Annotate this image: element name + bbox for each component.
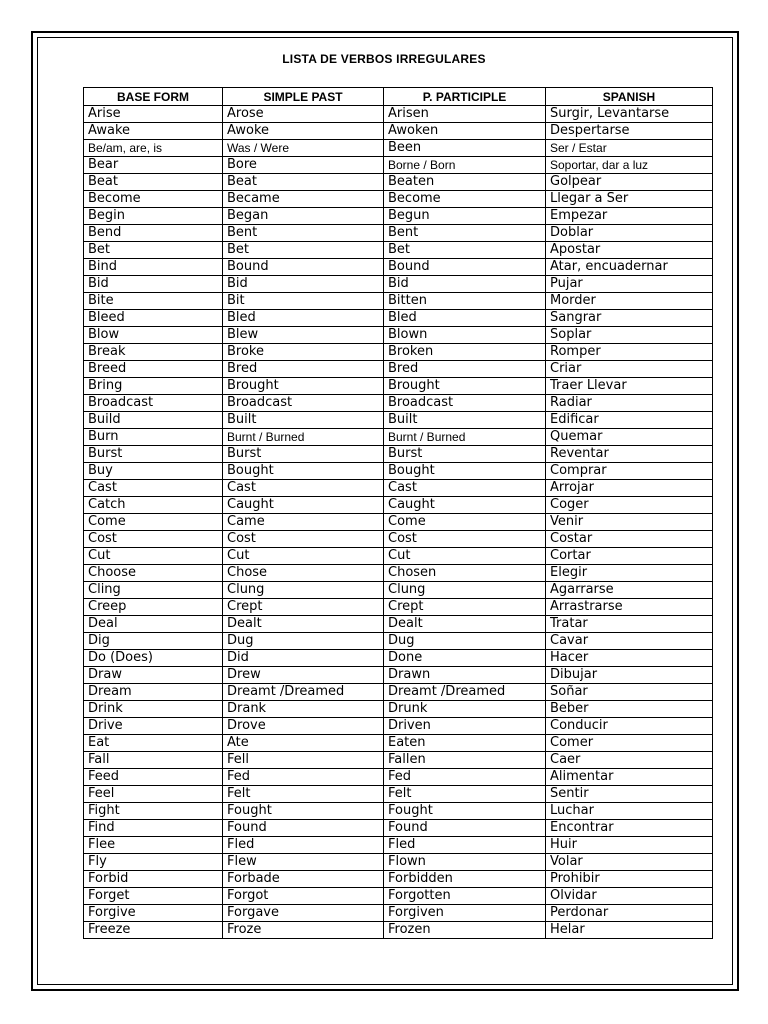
cell-past-participle: Bred <box>384 361 546 378</box>
cell-base-form: Choose <box>84 565 223 582</box>
table-row <box>84 174 713 191</box>
cell-spanish: Comprar <box>546 463 713 480</box>
cell-spanish: Criar <box>546 361 713 378</box>
cell-past-participle: Crept <box>384 599 546 616</box>
cell-past-participle: Forgotten <box>384 888 546 905</box>
cell-spanish: Caer <box>546 752 713 769</box>
cell-simple-past: Fled <box>223 837 384 854</box>
cell-past-participle: Chosen <box>384 565 546 582</box>
cell-base-form: Drink <box>84 701 223 718</box>
cell-base-form: Draw <box>84 667 223 684</box>
cell-simple-past: Broke <box>223 344 384 361</box>
cell-past-participle: Eaten <box>384 735 546 752</box>
cell-past-participle: Cast <box>384 480 546 497</box>
table-row <box>84 803 713 820</box>
cell-past-participle: Bent <box>384 225 546 242</box>
cell-spanish: Agarrarse <box>546 582 713 599</box>
cell-spanish: Prohibir <box>546 871 713 888</box>
cell-spanish: Perdonar <box>546 905 713 922</box>
cell-simple-past: Caught <box>223 497 384 514</box>
cell-past-participle: Become <box>384 191 546 208</box>
cell-past-participle: Caught <box>384 497 546 514</box>
table-row <box>84 327 713 344</box>
table-row <box>84 225 713 242</box>
cell-spanish: Romper <box>546 344 713 361</box>
table-row <box>84 905 713 922</box>
cell-past-participle: Bid <box>384 276 546 293</box>
cell-spanish: Quemar <box>546 429 713 446</box>
cell-spanish: Sentir <box>546 786 713 803</box>
table-row <box>84 191 713 208</box>
cell-spanish: Beber <box>546 701 713 718</box>
cell-spanish: Apostar <box>546 242 713 259</box>
cell-simple-past: Bent <box>223 225 384 242</box>
table-row <box>84 395 713 412</box>
cell-base-form: Cast <box>84 480 223 497</box>
cell-spanish: Encontrar <box>546 820 713 837</box>
cell-simple-past: Burnt / Burned <box>223 429 384 446</box>
cell-simple-past: Bled <box>223 310 384 327</box>
cell-base-form: Dream <box>84 684 223 701</box>
cell-base-form: Forbid <box>84 871 223 888</box>
cell-past-participle: Been <box>384 140 546 157</box>
cell-simple-past: Built <box>223 412 384 429</box>
table-row <box>84 667 713 684</box>
cell-simple-past: Drew <box>223 667 384 684</box>
cell-spanish: Tratar <box>546 616 713 633</box>
table-row <box>84 361 713 378</box>
cell-simple-past: Fell <box>223 752 384 769</box>
cell-spanish: Doblar <box>546 225 713 242</box>
cell-simple-past: Bound <box>223 259 384 276</box>
cell-spanish: Soportar, dar a luz <box>546 157 713 174</box>
cell-spanish: Edificar <box>546 412 713 429</box>
table-row <box>84 514 713 531</box>
document-title: LISTA DE VERBOS IRREGULARES <box>282 52 486 66</box>
cell-past-participle: Begun <box>384 208 546 225</box>
cell-base-form: Fall <box>84 752 223 769</box>
cell-past-participle: Dreamt /Dreamed <box>384 684 546 701</box>
cell-base-form: Bet <box>84 242 223 259</box>
table-row <box>84 531 713 548</box>
table-header-row <box>84 88 713 106</box>
header-simple-past: SIMPLE PAST <box>223 88 384 106</box>
cell-spanish: Despertarse <box>546 123 713 140</box>
cell-base-form: Feed <box>84 769 223 786</box>
cell-past-participle: Broken <box>384 344 546 361</box>
cell-past-participle: Drawn <box>384 667 546 684</box>
cell-past-participle: Beaten <box>384 174 546 191</box>
table-row <box>84 480 713 497</box>
cell-simple-past: Bore <box>223 157 384 174</box>
cell-spanish: Surgir, Levantarse <box>546 106 713 123</box>
table-row <box>84 140 713 157</box>
cell-base-form: Buy <box>84 463 223 480</box>
table-row <box>84 344 713 361</box>
cell-simple-past: Brought <box>223 378 384 395</box>
cell-base-form: Awake <box>84 123 223 140</box>
cell-simple-past: Bit <box>223 293 384 310</box>
cell-simple-past: Bought <box>223 463 384 480</box>
cell-base-form: Freeze <box>84 922 223 939</box>
cell-base-form: Begin <box>84 208 223 225</box>
cell-spanish: Sangrar <box>546 310 713 327</box>
cell-spanish: Arrojar <box>546 480 713 497</box>
cell-simple-past: Drank <box>223 701 384 718</box>
cell-spanish: Atar, encuadernar <box>546 259 713 276</box>
cell-past-participle: Forbidden <box>384 871 546 888</box>
cell-past-participle: Fought <box>384 803 546 820</box>
cell-simple-past: Did <box>223 650 384 667</box>
cell-base-form: Do (Does) <box>84 650 223 667</box>
table-row <box>84 854 713 871</box>
cell-base-form: Burn <box>84 429 223 446</box>
table-row <box>84 701 713 718</box>
cell-past-participle: Bitten <box>384 293 546 310</box>
cell-simple-past: Bred <box>223 361 384 378</box>
table-row <box>84 718 713 735</box>
cell-base-form: Blow <box>84 327 223 344</box>
cell-simple-past: Fed <box>223 769 384 786</box>
cell-base-form: Drive <box>84 718 223 735</box>
cell-past-participle: Fed <box>384 769 546 786</box>
cell-simple-past: Bid <box>223 276 384 293</box>
cell-simple-past: Cut <box>223 548 384 565</box>
cell-spanish: Volar <box>546 854 713 871</box>
cell-simple-past: Came <box>223 514 384 531</box>
cell-past-participle: Bound <box>384 259 546 276</box>
cell-past-participle: Bet <box>384 242 546 259</box>
cell-simple-past: Dreamt /Dreamed <box>223 684 384 701</box>
table-row <box>84 463 713 480</box>
cell-past-participle: Arisen <box>384 106 546 123</box>
cell-spanish: Morder <box>546 293 713 310</box>
cell-base-form: Fly <box>84 854 223 871</box>
cell-spanish: Huir <box>546 837 713 854</box>
cell-simple-past: Found <box>223 820 384 837</box>
cell-base-form: Deal <box>84 616 223 633</box>
cell-past-participle: Flown <box>384 854 546 871</box>
cell-past-participle: Burnt / Burned <box>384 429 546 446</box>
cell-past-participle: Forgiven <box>384 905 546 922</box>
cell-past-participle: Cost <box>384 531 546 548</box>
cell-past-participle: Bled <box>384 310 546 327</box>
table-row <box>84 259 713 276</box>
cell-simple-past: Arose <box>223 106 384 123</box>
table-row <box>84 497 713 514</box>
cell-spanish: Olvidar <box>546 888 713 905</box>
cell-base-form: Cost <box>84 531 223 548</box>
table-body <box>84 106 713 939</box>
cell-simple-past: Cast <box>223 480 384 497</box>
cell-base-form: Fight <box>84 803 223 820</box>
cell-simple-past: Blew <box>223 327 384 344</box>
cell-spanish: Golpear <box>546 174 713 191</box>
cell-spanish: Helar <box>546 922 713 939</box>
cell-base-form: Broadcast <box>84 395 223 412</box>
cell-spanish: Comer <box>546 735 713 752</box>
cell-past-participle: Bought <box>384 463 546 480</box>
cell-base-form: Become <box>84 191 223 208</box>
table-row <box>84 888 713 905</box>
cell-past-participle: Cut <box>384 548 546 565</box>
cell-simple-past: Bet <box>223 242 384 259</box>
table-row <box>84 106 713 123</box>
cell-base-form: Feel <box>84 786 223 803</box>
cell-base-form: Be/am, are, is <box>84 140 223 157</box>
cell-base-form: Forgive <box>84 905 223 922</box>
cell-simple-past: Was / Were <box>223 140 384 157</box>
cell-simple-past: Crept <box>223 599 384 616</box>
cell-past-participle: Found <box>384 820 546 837</box>
cell-spanish: Reventar <box>546 446 713 463</box>
table-row <box>84 412 713 429</box>
cell-past-participle: Dealt <box>384 616 546 633</box>
cell-spanish: Venir <box>546 514 713 531</box>
table-row <box>84 429 713 446</box>
table-row <box>84 208 713 225</box>
table-row <box>84 684 713 701</box>
cell-past-participle: Drunk <box>384 701 546 718</box>
header-base-form: BASE FORM <box>84 88 223 106</box>
cell-past-participle: Driven <box>384 718 546 735</box>
table-row <box>84 123 713 140</box>
cell-simple-past: Began <box>223 208 384 225</box>
cell-past-participle: Come <box>384 514 546 531</box>
cell-past-participle: Blown <box>384 327 546 344</box>
cell-simple-past: Felt <box>223 786 384 803</box>
cell-past-participle: Clung <box>384 582 546 599</box>
table-row <box>84 293 713 310</box>
table-row <box>84 599 713 616</box>
cell-spanish: Coger <box>546 497 713 514</box>
cell-base-form: Bid <box>84 276 223 293</box>
cell-spanish: Conducir <box>546 718 713 735</box>
cell-base-form: Forget <box>84 888 223 905</box>
cell-spanish: Cortar <box>546 548 713 565</box>
cell-base-form: Bite <box>84 293 223 310</box>
cell-spanish: Cavar <box>546 633 713 650</box>
cell-spanish: Empezar <box>546 208 713 225</box>
cell-base-form: Arise <box>84 106 223 123</box>
cell-past-participle: Broadcast <box>384 395 546 412</box>
table-row <box>84 276 713 293</box>
cell-past-participle: Brought <box>384 378 546 395</box>
table-row <box>84 378 713 395</box>
table-row <box>84 242 713 259</box>
cell-simple-past: Chose <box>223 565 384 582</box>
table-row <box>84 837 713 854</box>
cell-simple-past: Clung <box>223 582 384 599</box>
cell-simple-past: Broadcast <box>223 395 384 412</box>
cell-past-participle: Fallen <box>384 752 546 769</box>
cell-past-participle: Done <box>384 650 546 667</box>
cell-spanish: Costar <box>546 531 713 548</box>
table-row <box>84 769 713 786</box>
cell-base-form: Bind <box>84 259 223 276</box>
cell-simple-past: Beat <box>223 174 384 191</box>
cell-spanish: Alimentar <box>546 769 713 786</box>
cell-spanish: Soplar <box>546 327 713 344</box>
cell-past-participle: Frozen <box>384 922 546 939</box>
table-row <box>84 548 713 565</box>
cell-base-form: Creep <box>84 599 223 616</box>
cell-spanish: Dibujar <box>546 667 713 684</box>
table-row <box>84 446 713 463</box>
cell-base-form: Catch <box>84 497 223 514</box>
cell-base-form: Build <box>84 412 223 429</box>
cell-base-form: Come <box>84 514 223 531</box>
cell-base-form: Bear <box>84 157 223 174</box>
cell-spanish: Luchar <box>546 803 713 820</box>
table-row <box>84 922 713 939</box>
table-row <box>84 786 713 803</box>
table-row <box>84 310 713 327</box>
table-row <box>84 157 713 174</box>
cell-past-participle: Borne / Born <box>384 157 546 174</box>
table-row <box>84 752 713 769</box>
cell-spanish: Ser / Estar <box>546 140 713 157</box>
cell-spanish: Radiar <box>546 395 713 412</box>
table-row <box>84 871 713 888</box>
table-row <box>84 582 713 599</box>
cell-spanish: Arrastrarse <box>546 599 713 616</box>
cell-spanish: Traer Llevar <box>546 378 713 395</box>
table-row <box>84 820 713 837</box>
cell-spanish: Elegir <box>546 565 713 582</box>
cell-simple-past: Awoke <box>223 123 384 140</box>
cell-base-form: Flee <box>84 837 223 854</box>
cell-base-form: Find <box>84 820 223 837</box>
table-row <box>84 633 713 650</box>
cell-base-form: Break <box>84 344 223 361</box>
cell-spanish: Hacer <box>546 650 713 667</box>
cell-past-participle: Dug <box>384 633 546 650</box>
cell-spanish: Soñar <box>546 684 713 701</box>
cell-past-participle: Burst <box>384 446 546 463</box>
cell-simple-past: Flew <box>223 854 384 871</box>
cell-base-form: Burst <box>84 446 223 463</box>
cell-base-form: Dig <box>84 633 223 650</box>
cell-base-form: Cling <box>84 582 223 599</box>
cell-simple-past: Forgot <box>223 888 384 905</box>
cell-base-form: Bring <box>84 378 223 395</box>
cell-simple-past: Fought <box>223 803 384 820</box>
cell-simple-past: Drove <box>223 718 384 735</box>
table-row <box>84 616 713 633</box>
cell-simple-past: Burst <box>223 446 384 463</box>
cell-simple-past: Became <box>223 191 384 208</box>
cell-base-form: Bend <box>84 225 223 242</box>
cell-base-form: Cut <box>84 548 223 565</box>
cell-spanish: Llegar a Ser <box>546 191 713 208</box>
table-row <box>84 650 713 667</box>
cell-spanish: Pujar <box>546 276 713 293</box>
cell-simple-past: Forgave <box>223 905 384 922</box>
cell-past-participle: Built <box>384 412 546 429</box>
header-spanish: SPANISH <box>546 88 713 106</box>
table-row <box>84 565 713 582</box>
cell-past-participle: Fled <box>384 837 546 854</box>
cell-simple-past: Cost <box>223 531 384 548</box>
cell-simple-past: Forbade <box>223 871 384 888</box>
cell-simple-past: Ate <box>223 735 384 752</box>
cell-base-form: Breed <box>84 361 223 378</box>
cell-past-participle: Awoken <box>384 123 546 140</box>
header-past-participle: P. PARTICIPLE <box>384 88 546 106</box>
cell-simple-past: Froze <box>223 922 384 939</box>
cell-base-form: Bleed <box>84 310 223 327</box>
cell-simple-past: Dealt <box>223 616 384 633</box>
irregular-verbs-table <box>83 87 713 939</box>
cell-simple-past: Dug <box>223 633 384 650</box>
cell-past-participle: Felt <box>384 786 546 803</box>
cell-base-form: Beat <box>84 174 223 191</box>
table-row <box>84 735 713 752</box>
cell-base-form: Eat <box>84 735 223 752</box>
